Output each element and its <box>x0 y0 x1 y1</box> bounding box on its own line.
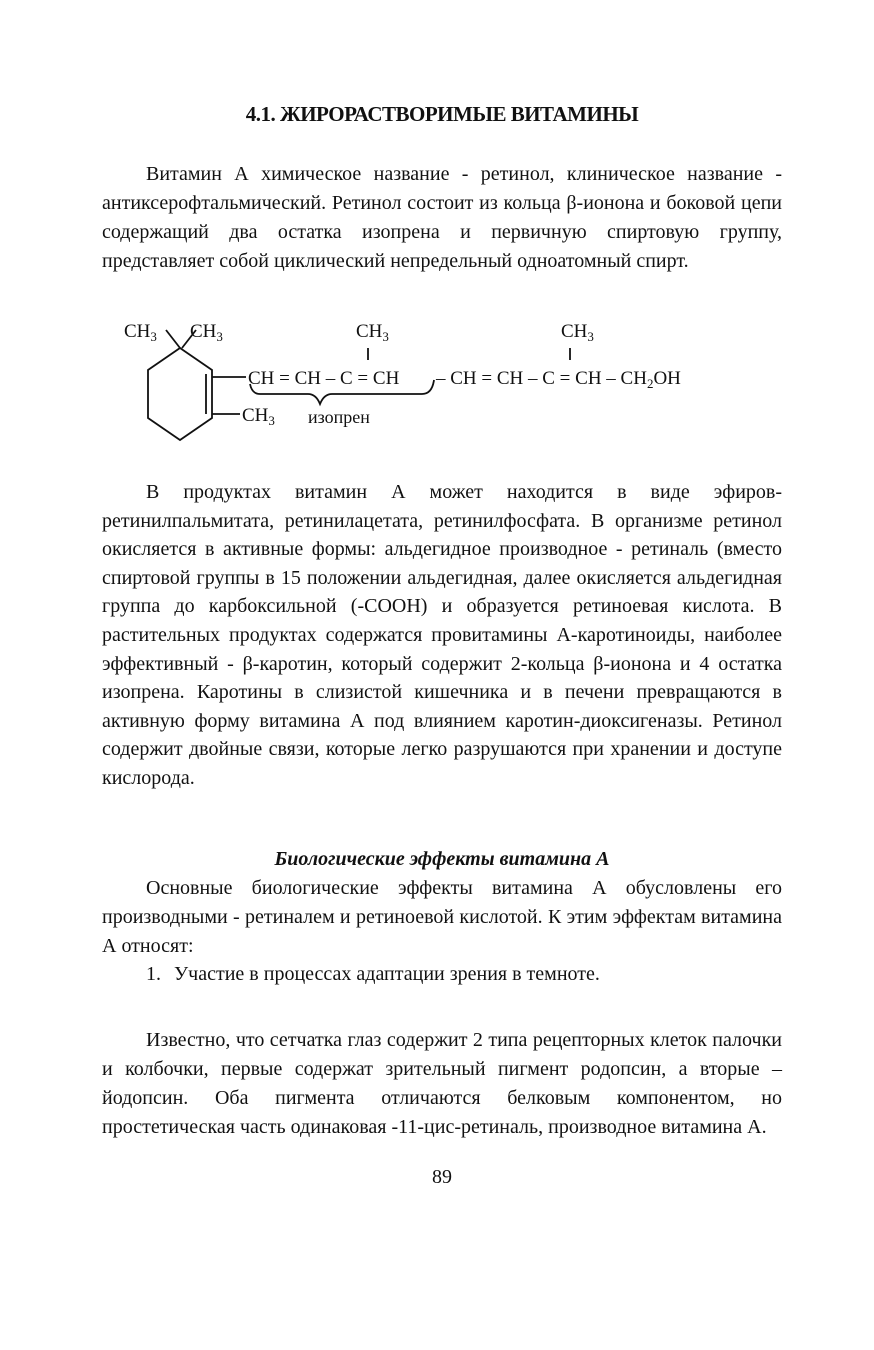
section-subtitle: Биологические эффекты витамина А <box>274 848 610 870</box>
retinol-structural-formula <box>120 310 760 460</box>
paragraph-retinol-intro: Витамин А химическое название - ретинол, клиническое название - антиксерофтальмический. Ретинол состоит из кольца β-ионона и боковой цепи содержащий два остатка изопрена и первичную спиртовую группу, представляет собой циклический непредельный одноатомный спирт. <box>102 163 782 272</box>
page-number: 89 <box>432 1166 452 1188</box>
paragraph-biological-effects: Основные биологические эффекты витамина А обусловлены его производными - ретиналем и ретиноевой кислотой. К этим эффектам витамина А относят: <box>102 877 782 957</box>
paragraph-vitamin-a-forms: В продуктах витамин А может находится в виде эфиров-ретинилпальмитата, ретинилацетата, ретинилфосфата. В организме ретинол окисляется в активные формы: альдегидное производное - ретиналь (вместо спиртовой группы в 15 положении альдегидная, далее окисляется альдегидная группа до карбоксильной (-СООН) и образуется ретиноевая кислота. В растительных продуктах содержатся провитамины А-каротиноиды, наиболее эффективный - β-каротин, который содержит 2-кольца β-ионона и 4 остатка изопрена. Каротины в слизистой кишечника и в печени превращаются в активную форму витамина А под влиянием каротин-диоксигеназы. Ретинол содержит двойные связи, которые легко разрушаются при хранении и доступе кислорода. <box>102 481 782 789</box>
isoprene-label: изопрен <box>308 407 370 427</box>
formula-chain-part1: CH = CH – C = CH <box>248 368 400 389</box>
formula-ch3-left: $CH_3$ <box>124 321 157 344</box>
formula-chain-part2: – CH = CH – C = CH – $CH_2OH$ <box>436 368 681 391</box>
paragraph-retina: Известно, что сетчатка глаз содержит 2 типа рецепторных клеток палочки и колбочки, первые содержат зрительный пигмент родопсин, а вторые – йодопсин. Оба пигмента отличаются белковым компонентом, но простетическая часть одинаковая -11-цис-ретиналь, производное витамина А. <box>102 1029 782 1138</box>
list-item-number: 1. <box>146 963 161 985</box>
formula-ch3-ring: $CH_3$ <box>242 405 275 428</box>
bond-methyl-left <box>166 330 180 348</box>
list-item-text: Участие в процессах адаптации зрения в темноте. <box>174 963 600 985</box>
formula-ch3-top2: $CH_3$ <box>561 321 594 344</box>
chapter-title: 4.1. ЖИРОРАСТВОРИМЫЕ ВИТАМИНЫ <box>245 102 639 126</box>
cyclohexene-ring <box>148 348 212 440</box>
list-item-1 <box>146 960 782 989</box>
formula-ch3-right: $CH_3$ <box>190 321 223 344</box>
formula-ch3-top1: $CH_3$ <box>356 321 389 344</box>
